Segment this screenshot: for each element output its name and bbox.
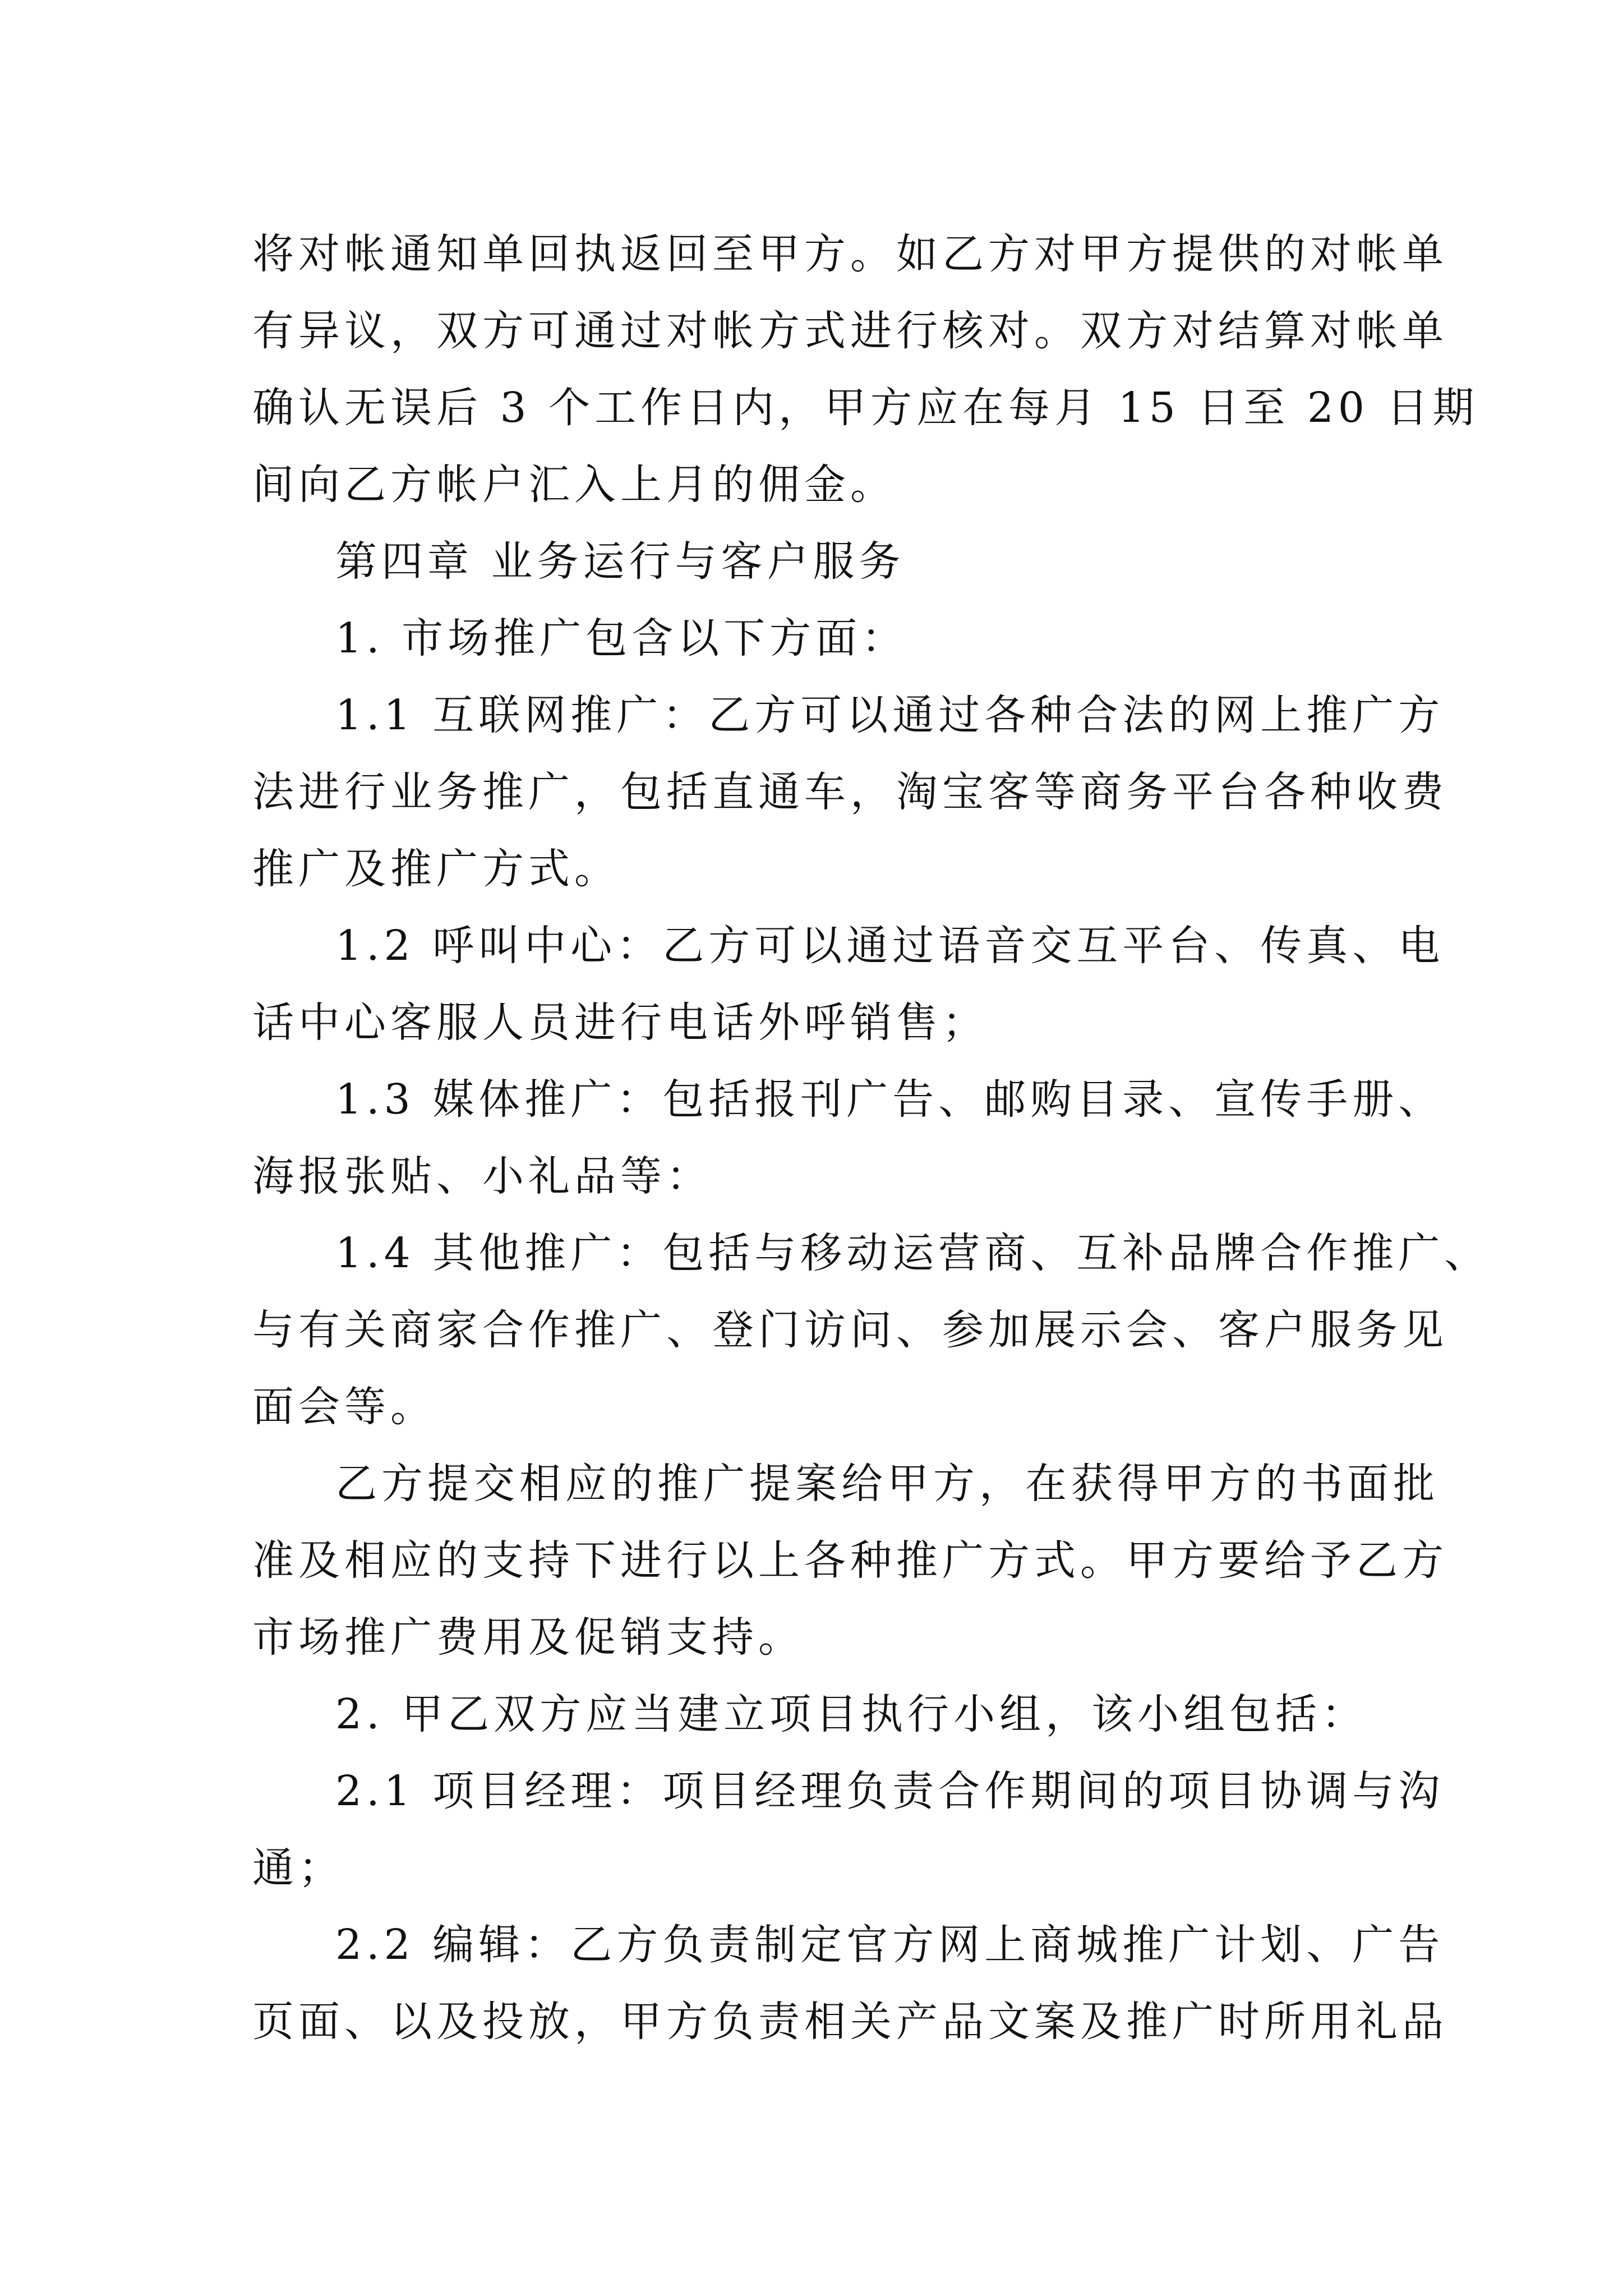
text-line: 通； <box>252 1844 344 1892</box>
text-line: 间向乙方帐户汇入上月的佣金。 <box>252 461 896 509</box>
text-line: 确认无误后 3 个工作日内，甲方应在每月 15 日至 20 日期 <box>252 384 1479 432</box>
text-line: 与有关商家合作推广、登门访问、参加展示会、客户服务见 <box>252 1306 1448 1354</box>
body-text <box>252 216 1491 2060</box>
text-line: 将对帐通知单回执返回至甲方。如乙方对甲方提供的对帐单 <box>252 230 1448 278</box>
text-line: 1.3 媒体推广：包括报刊广告、邮购目录、宣传手册、 <box>335 1075 1445 1124</box>
text-line: 市场推广费用及促销支持。 <box>252 1613 804 1662</box>
text-line: 准及相应的支持下进行以上各种推广方式。甲方要给予乙方 <box>252 1536 1448 1585</box>
text-line: 话中心客服人员进行电话外呼销售； <box>252 999 988 1047</box>
text-line: 1.4 其他推广：包括与移动运营商、互补品牌合作推广、 <box>335 1229 1491 1277</box>
text-line: 有异议，双方可通过对帐方式进行核对。双方对结算对帐单 <box>252 307 1448 355</box>
text-line: 推广及推广方式。 <box>252 845 620 893</box>
section-heading: 2. 甲乙双方应当建立项目执行小组，该小组包括： <box>335 1690 1368 1738</box>
text-line: 页面、以及投放，甲方负责相关产品文案及推广时所用礼品 <box>252 1998 1448 2046</box>
text-line: 面会等。 <box>252 1383 436 1431</box>
text-line: 2.1 项目经理：项目经理负责合作期间的项目协调与沟 <box>335 1767 1445 1815</box>
text-line: 法进行业务推广，包括直通车，淘宝客等商务平台各种收费 <box>252 768 1448 816</box>
text-line: 乙方提交相应的推广提案给甲方，在获得甲方的书面批 <box>335 1460 1439 1508</box>
text-line: 1.2 呼叫中心：乙方可以通过语音交互平台、传真、电 <box>335 922 1445 970</box>
section-heading: 1. 市场推广包含以下方面： <box>335 614 908 662</box>
text-line: 2.2 编辑：乙方负责制定官方网上商城推广计划、广告 <box>335 1921 1445 1969</box>
text-line: 海报张贴、小礼品等： <box>252 1152 712 1200</box>
chapter-heading: 第四章 业务运行与客户服务 <box>335 537 905 586</box>
text-line: 1.1 互联网推广：乙方可以通过各种合法的网上推广方 <box>335 691 1445 739</box>
